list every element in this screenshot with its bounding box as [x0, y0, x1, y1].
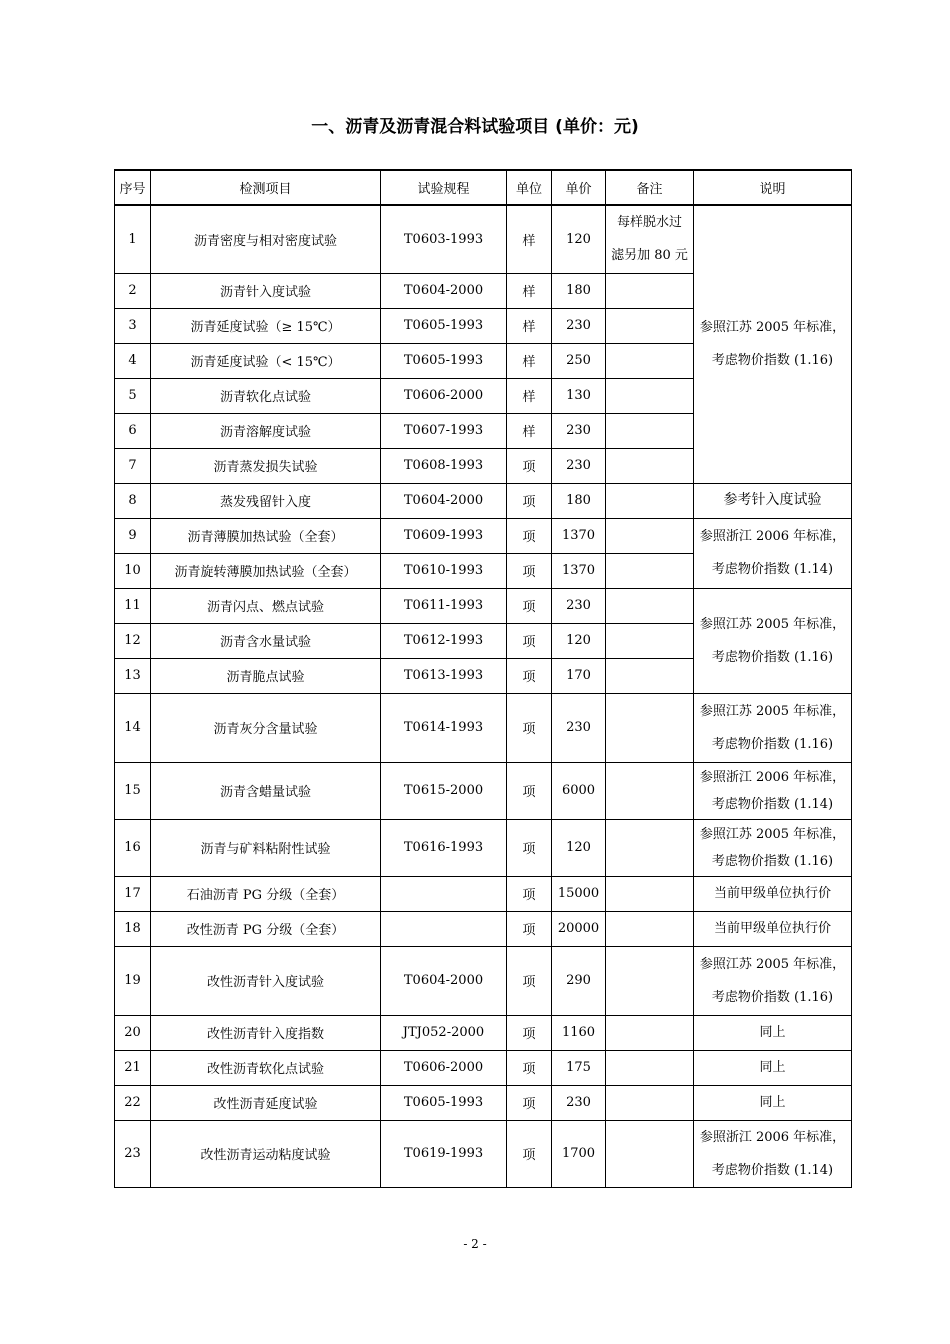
cell-price: 230 — [552, 588, 606, 623]
desc-line: 考虑物价指数 (1.16) — [711, 736, 834, 752]
desc-line: 考虑物价指数 (1.16) — [711, 649, 834, 665]
header-unit: 单位 — [507, 170, 552, 205]
cell-remark — [606, 762, 694, 819]
cell-price: 230 — [552, 1085, 606, 1120]
cell-unit: 项 — [507, 448, 552, 483]
cell-desc — [694, 1120, 852, 1187]
cell-price: 1370 — [552, 518, 606, 553]
cell-remark — [606, 1120, 694, 1187]
cell-no: 18 — [115, 911, 151, 946]
cell-method: T0619-1993 — [381, 1120, 507, 1187]
cell-desc: 参考针入度试验 — [694, 483, 852, 518]
table-row — [115, 1120, 852, 1187]
cell-price: 180 — [552, 273, 606, 308]
cell-unit: 项 — [507, 1050, 552, 1085]
cell-item: 改性沥青软化点试验 — [151, 1050, 381, 1085]
cell-method — [381, 911, 507, 946]
cell-item: 改性沥青延度试验 — [151, 1085, 381, 1120]
cell-price: 230 — [552, 693, 606, 762]
cell-remark — [606, 588, 694, 623]
cell-desc: 当前甲级单位执行价 — [694, 876, 852, 911]
cell-item: 沥青薄膜加热试验（全套） — [151, 518, 381, 553]
cell-unit: 项 — [507, 553, 552, 588]
cell-price: 180 — [552, 483, 606, 518]
cell-no: 9 — [115, 518, 151, 553]
cell-price: 250 — [552, 343, 606, 378]
cell-desc: 同上 — [694, 1050, 852, 1085]
cell-desc — [694, 819, 852, 876]
table-row — [115, 946, 852, 1015]
cell-method: T0604-2000 — [381, 946, 507, 1015]
cell-price: 130 — [552, 378, 606, 413]
cell-item: 改性沥青 PG 分级（全套） — [151, 911, 381, 946]
table-row — [115, 693, 852, 762]
cell-unit: 项 — [507, 876, 552, 911]
table-row — [115, 911, 852, 946]
cell-no: 14 — [115, 693, 151, 762]
cell-no: 4 — [115, 343, 151, 378]
cell-remark — [606, 1015, 694, 1050]
cell-item: 沥青延度试验（< 15℃） — [151, 343, 381, 378]
cell-no: 11 — [115, 588, 151, 623]
desc-line: 考虑物价指数 (1.14) — [711, 562, 834, 577]
table-row — [115, 876, 852, 911]
header-desc: 说明 — [694, 170, 852, 205]
desc-line: 参照浙江 2006 年标准， — [699, 1129, 846, 1145]
cell-method: T0607-1993 — [381, 413, 507, 448]
cell-method: JTJ052-2000 — [381, 1015, 507, 1050]
header-no: 序号 — [115, 170, 151, 205]
cell-remark — [606, 946, 694, 1015]
cell-remark — [606, 483, 694, 518]
cell-price: 170 — [552, 658, 606, 693]
table-row — [115, 1085, 852, 1120]
cell-remark — [606, 378, 694, 413]
cell-no: 15 — [115, 762, 151, 819]
cell-price: 120 — [552, 623, 606, 658]
cell-price: 120 — [552, 819, 606, 876]
cell-price: 1370 — [552, 553, 606, 588]
cell-remark — [606, 876, 694, 911]
cell-desc: 同上 — [694, 1085, 852, 1120]
cell-no: 5 — [115, 378, 151, 413]
cell-method: T0604-2000 — [381, 483, 507, 518]
cell-unit: 样 — [507, 343, 552, 378]
cell-remark — [606, 413, 694, 448]
page-number: - 2 - — [463, 1237, 487, 1251]
cell-remark — [606, 553, 694, 588]
cell-method: T0605-1993 — [381, 308, 507, 343]
cell-no: 19 — [115, 946, 151, 1015]
header-price: 单价 — [552, 170, 606, 205]
cell-remark — [606, 693, 694, 762]
cell-unit: 样 — [507, 273, 552, 308]
cell-remark — [606, 1085, 694, 1120]
header-item: 检测项目 — [151, 170, 381, 205]
cell-no: 21 — [115, 1050, 151, 1085]
remark-line: 每样脱水过 — [616, 215, 682, 231]
cell-price: 175 — [552, 1050, 606, 1085]
cell-no: 8 — [115, 483, 151, 518]
table-row — [115, 205, 852, 273]
cell-unit: 项 — [507, 483, 552, 518]
cell-desc — [694, 946, 852, 1015]
cell-remark — [606, 448, 694, 483]
desc-line: 考虑物价指数 (1.14) — [711, 796, 834, 812]
cell-price: 1700 — [552, 1120, 606, 1187]
cell-unit: 项 — [507, 1015, 552, 1050]
cell-remark — [606, 658, 694, 693]
cell-desc — [694, 205, 852, 483]
cell-price: 230 — [552, 413, 606, 448]
table-row — [115, 518, 852, 553]
cell-unit: 样 — [507, 308, 552, 343]
cell-unit: 项 — [507, 588, 552, 623]
cell-method: T0609-1993 — [381, 518, 507, 553]
desc-line: 考虑物价指数 (1.16) — [711, 853, 834, 869]
cell-method: T0608-1993 — [381, 448, 507, 483]
cell-desc — [694, 588, 852, 693]
cell-method: T0606-2000 — [381, 378, 507, 413]
table-row — [115, 762, 852, 819]
cell-no: 17 — [115, 876, 151, 911]
cell-price: 1160 — [552, 1015, 606, 1050]
cell-desc — [694, 762, 852, 819]
remark-line: 滤另加 80 元 — [611, 248, 688, 264]
cell-price: 120 — [552, 205, 606, 273]
cell-method: T0612-1993 — [381, 623, 507, 658]
table-row — [115, 1015, 852, 1050]
cell-remark — [606, 518, 694, 553]
table-row — [115, 1050, 852, 1085]
cell-method: T0606-2000 — [381, 1050, 507, 1085]
cell-remark — [606, 819, 694, 876]
cell-no: 1 — [115, 205, 151, 273]
table-header-row — [115, 170, 852, 205]
cell-remark — [606, 1050, 694, 1085]
cell-item: 沥青溶解度试验 — [151, 413, 381, 448]
cell-desc — [694, 693, 852, 762]
cell-no: 7 — [115, 448, 151, 483]
cell-unit: 项 — [507, 658, 552, 693]
cell-item: 沥青灰分含量试验 — [151, 693, 381, 762]
page-title: 一、沥青及沥青混合料试验项目 (单价：元) — [311, 117, 639, 137]
cell-method — [381, 876, 507, 911]
header-method: 试验规程 — [381, 170, 507, 205]
cell-method: T0611-1993 — [381, 588, 507, 623]
table-row — [115, 819, 852, 876]
cell-unit: 样 — [507, 413, 552, 448]
cell-no: 16 — [115, 819, 151, 876]
header-remark: 备注 — [606, 170, 694, 205]
cell-method: T0613-1993 — [381, 658, 507, 693]
cell-item: 沥青脆点试验 — [151, 658, 381, 693]
cell-remark — [606, 273, 694, 308]
cell-item: 改性沥青针入度指数 — [151, 1015, 381, 1050]
cell-method: T0604-2000 — [381, 273, 507, 308]
cell-item: 改性沥青针入度试验 — [151, 946, 381, 1015]
cell-no: 6 — [115, 413, 151, 448]
cell-method: T0614-1993 — [381, 693, 507, 762]
desc-line: 参照浙江 2006 年标准， — [699, 529, 846, 544]
desc-line: 参照江苏 2005 年标准， — [699, 616, 846, 632]
desc-line: 考虑物价指数 (1.16) — [711, 353, 834, 369]
cell-no: 20 — [115, 1015, 151, 1050]
cell-item: 沥青与矿料粘附性试验 — [151, 819, 381, 876]
cell-item: 石油沥青 PG 分级（全套） — [151, 876, 381, 911]
desc-line: 参照江苏 2005 年标准， — [699, 703, 846, 719]
cell-item: 沥青旋转薄膜加热试验（全套） — [151, 553, 381, 588]
cell-method: T0603-1993 — [381, 205, 507, 273]
desc-line: 参照浙江 2006 年标准， — [699, 769, 846, 785]
cell-unit: 样 — [507, 378, 552, 413]
cell-item: 沥青密度与相对密度试验 — [151, 205, 381, 273]
cell-method: T0605-1993 — [381, 1085, 507, 1120]
cell-price: 230 — [552, 448, 606, 483]
cell-desc — [694, 518, 852, 588]
cell-item: 蒸发残留针入度 — [151, 483, 381, 518]
cell-no: 23 — [115, 1120, 151, 1187]
cell-item: 改性沥青运动粘度试验 — [151, 1120, 381, 1187]
cell-method: T0615-2000 — [381, 762, 507, 819]
cell-method: T0605-1993 — [381, 343, 507, 378]
cell-no: 3 — [115, 308, 151, 343]
cell-remark — [606, 343, 694, 378]
cell-remark — [606, 911, 694, 946]
cell-unit: 项 — [507, 762, 552, 819]
cell-no: 13 — [115, 658, 151, 693]
cell-item: 沥青含蜡量试验 — [151, 762, 381, 819]
cell-unit: 项 — [507, 1120, 552, 1187]
cell-no: 22 — [115, 1085, 151, 1120]
cell-price: 6000 — [552, 762, 606, 819]
cell-item: 沥青闪点、燃点试验 — [151, 588, 381, 623]
cell-unit: 项 — [507, 693, 552, 762]
cell-method: T0616-1993 — [381, 819, 507, 876]
price-table — [114, 169, 852, 1188]
desc-line: 参照江苏 2005 年标准， — [699, 956, 846, 972]
cell-remark — [606, 308, 694, 343]
cell-no: 2 — [115, 273, 151, 308]
cell-price: 230 — [552, 308, 606, 343]
cell-method: T0610-1993 — [381, 553, 507, 588]
cell-unit: 项 — [507, 623, 552, 658]
desc-line: 参照江苏 2005 年标准， — [699, 320, 846, 336]
desc-line: 考虑物价指数 (1.14) — [711, 1162, 834, 1178]
cell-price: 290 — [552, 946, 606, 1015]
cell-unit: 项 — [507, 518, 552, 553]
cell-no: 12 — [115, 623, 151, 658]
cell-unit: 项 — [507, 819, 552, 876]
cell-unit: 项 — [507, 911, 552, 946]
cell-remark — [606, 205, 694, 273]
cell-desc: 当前甲级单位执行价 — [694, 911, 852, 946]
cell-unit: 样 — [507, 205, 552, 273]
cell-price: 15000 — [552, 876, 606, 911]
cell-item: 沥青延度试验（≥ 15℃） — [151, 308, 381, 343]
desc-line: 考虑物价指数 (1.16) — [711, 989, 834, 1005]
table-row — [115, 483, 852, 518]
cell-unit: 项 — [507, 1085, 552, 1120]
cell-no: 10 — [115, 553, 151, 588]
cell-item: 沥青针入度试验 — [151, 273, 381, 308]
table-row — [115, 588, 852, 623]
desc-line: 参照江苏 2005 年标准， — [699, 826, 846, 842]
cell-item: 沥青含水量试验 — [151, 623, 381, 658]
cell-price: 20000 — [552, 911, 606, 946]
cell-desc: 同上 — [694, 1015, 852, 1050]
cell-unit: 项 — [507, 946, 552, 1015]
cell-item: 沥青软化点试验 — [151, 378, 381, 413]
cell-remark — [606, 623, 694, 658]
cell-item: 沥青蒸发损失试验 — [151, 448, 381, 483]
